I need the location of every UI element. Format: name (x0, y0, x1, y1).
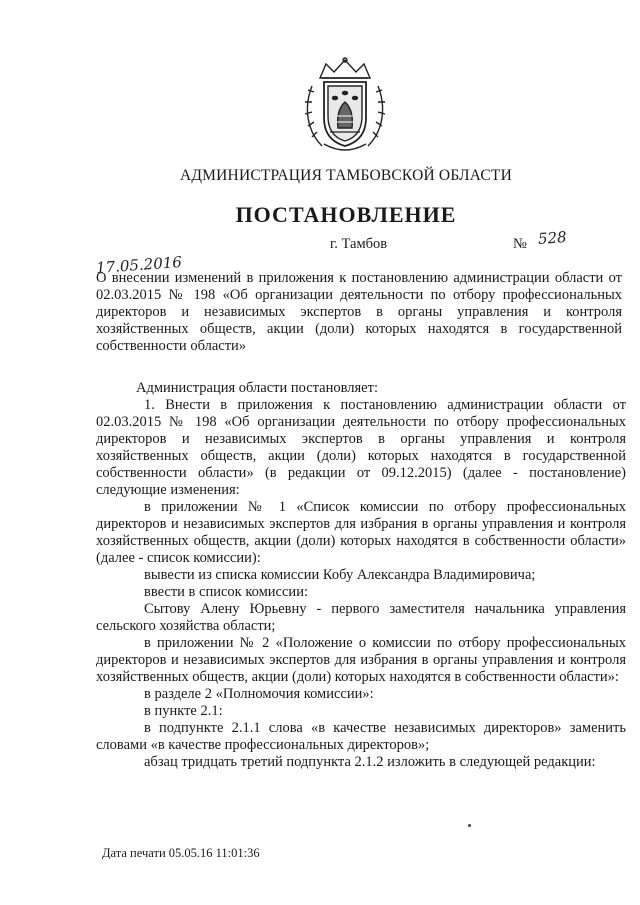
scan-speck (468, 824, 471, 827)
body-paragraph: в пункте 2.1: (144, 703, 223, 719)
document-subject: О внесении изменений в приложения к постановлению администрации области от 02.03.2015 № 198 «Об организации деятельности по отбору профессиональных директоров и независимых экспертов в органы управления и контроля хозяйственных обществ, акции (доли) которых находятся в государственной собственности области» (96, 270, 622, 354)
number-label: № (513, 236, 527, 252)
body-paragraph: в подпункте 2.1.1 слова «в качестве независимых директоров» заменить словами «в качестве профессиональных директоров»; (96, 720, 626, 753)
document-body (96, 380, 626, 771)
tambov-coat-of-arms-icon (302, 56, 388, 156)
body-paragraph: в разделе 2 «Полномочия комиссии»: (144, 686, 374, 702)
body-paragraph: абзац тридцать третий подпункта 2.1.2 изложить в следующей редакции: (144, 754, 596, 770)
city: г. Тамбов (330, 236, 388, 252)
body-paragraph: в приложении № 1 «Список комиссии по отбору профессиональных директоров и независимых экспертов для избрания в органы управления и контроля хозяйственных обществ, акции (доли) которых находятся в собственности области» (далее - список комиссии): (96, 499, 626, 566)
handwritten-number: 528 (537, 228, 568, 248)
print-date: Дата печати 05.05.16 11:01:36 (102, 846, 260, 860)
handwritten-date: 17.05.2016 (95, 253, 183, 277)
body-paragraph: Сытову Алену Юрьевну - первого заместителя начальника управления сельского хозяйства области; (96, 601, 626, 634)
document-type: ПОСТАНОВЛЕНИЕ (235, 202, 457, 227)
body-paragraph: 1. Внести в приложения к постановлению администрации области от 02.03.2015 № 198 «Об организации деятельности по отбору профессиональных директоров и независимых экспертов в органы управления и контроля хозяйственных обществ, акции (доли) которых находятся в государственной собственности области» (в редакции от 09.12.2015) (далее - постановление) следующие изменения: (96, 397, 626, 498)
body-paragraph: ввести в список комиссии: (144, 584, 308, 600)
body-paragraph: Администрация области постановляет: (136, 380, 378, 396)
body-paragraph: вывести из списка комиссии Кобу Александра Владимировича; (144, 567, 536, 583)
body-paragraph: в приложении № 2 «Положение о комиссии по отбору профессиональных директоров и независимых экспертов для избрания в органы управления и контроля хозяйственных обществ, акции (доли) которых находятся в собственности области»: (96, 635, 626, 685)
organization-name: АДМИНИСТРАЦИЯ ТАМБОВСКОЙ ОБЛАСТИ (180, 167, 512, 184)
